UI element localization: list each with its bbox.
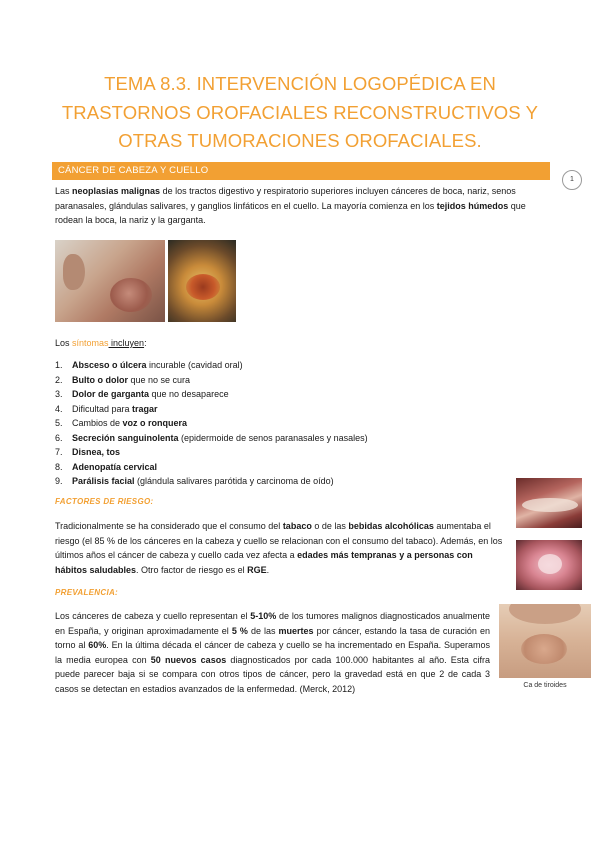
title-line-1: TEMA 8.3. INTERVENCIÓN LOGOPÉDICA EN [104,73,496,94]
title-line-3: OTRAS TUMORACIONES OROFACIALES. [118,130,482,151]
symptoms-list [55,358,368,489]
list-item: 5. Cambios de voz o ronquera [55,418,188,428]
title-line-2: TRASTORNOS OROFACIALES RECONSTRUCTIVOS Y [61,101,539,123]
list-item: 1. Absceso o úlcera incurable (cavidad oral) [55,360,243,370]
photo-caption: Ca de tiroides [523,682,567,689]
patient-face-tumor-photo [55,240,165,322]
prevalence-heading: PREVALENCIA: [55,588,119,597]
section-header: CÁNCER DE CABEZA Y CUELLO [52,162,550,180]
list-item: 8. Adenopatía cervical [55,461,158,472]
risk-factors-heading: FACTORES DE RIESGO: [55,497,154,506]
oral-lesion-photo-2 [516,540,582,590]
list-item: 9. Parálisis facial (glándula salivares parótida y carcinoma de oído) [55,476,334,486]
thyroid-cancer-photo [499,604,591,678]
intro-paragraph: Las neoplasias malignas de los tractos digestivo y respiratorio superiores incluyen cánceres de boca, nariz, senos paranasales, glándulas salivares, y ganglios linfáticos en el cuello. La mayoría comienza en los tejidos húmedos que rodean la boca, la nariz y la garganta. [55,186,526,225]
page-title [40,70,560,156]
prevalence-paragraph: Los cánceres de cabeza y cuello representan el 5-10% de los tumores malignos diagnosticados anualmente en España, y originan aproximadamente el 5 % de las muertes por cáncer, estando la tasa de curación en torno al 60%. En la última década el cáncer de cabeza y cuello se ha incrementado en España. Superamos la media europea con 50 nuevos casos diagnosticados por cada 100.000 habitantes al año. Esta cifra puede parecer baja si se compara con otros tipos de cáncer, pero la gravedad está en que 2 de cada 3 casos se detectan en estadios avanzados de la enfermedad. (Merck, 2012) [55,611,491,694]
page-number-badge: 1 [562,170,582,190]
list-item: 4. Dificultad para tragar [55,403,158,414]
risk-factors-paragraph: Tradicionalmente se ha considerado que el consumo del tabaco o de las bebidas alcohólicas aumentaba el riesgo (el 85 % de los cánceres en la cabeza y cuello se relacionan con el consumo del tabaco). Además, en los últimos años el cáncer de cabeza y cuello cada vez afecta a edades más tempranas y a personas con hábitos saludables. Otro factor de riesgo es el RGE. [55,521,503,575]
list-item: 7. Disnea, tos [55,447,121,457]
oral-lesion-photo-1 [516,478,582,528]
list-item: 3. Dolor de garganta que no desaparece [55,389,229,399]
list-item: 6. Secreción sanguinolenta (epidermoide de senos paranasales y nasales) [55,432,368,443]
symptoms-heading: Los síntomas incluyen: [55,338,147,348]
list-item: 2. Bulto o dolor que no se cura [55,374,191,385]
patient-face-wound-photo [168,240,236,322]
